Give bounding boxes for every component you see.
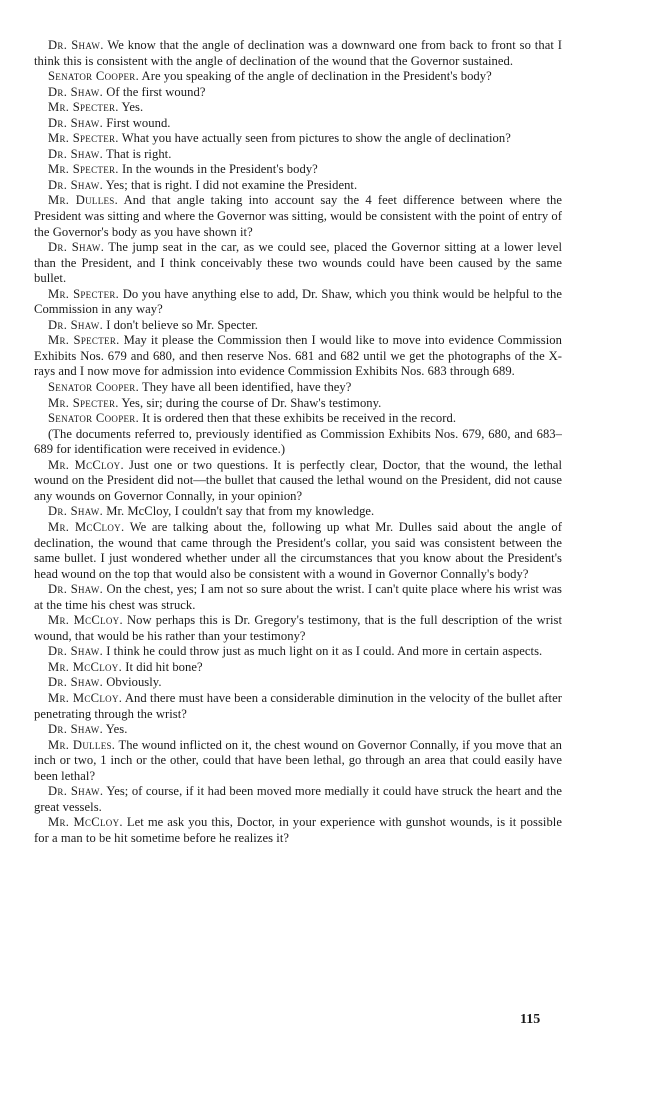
transcript-paragraph	[34, 333, 562, 380]
speaker-name: Dr. Shaw.	[48, 784, 104, 799]
speaker-name: Mr. Specter.	[48, 162, 119, 177]
speaker-name: Mr. McCloy.	[48, 815, 123, 830]
transcript-paragraph	[34, 380, 562, 396]
transcript-paragraph	[34, 660, 562, 676]
speaker-name: Dr. Shaw.	[48, 38, 104, 52]
speaker-name: Dr. Shaw.	[48, 146, 104, 161]
transcript-paragraph	[34, 38, 562, 69]
speaker-name: Dr. Shaw.	[48, 240, 105, 255]
speech-text: The jump seat in the car, as we could see, placed the Governor sitting at a lower level than the President, and I think conceivably these two wounds could have been caused by the same bullet.	[34, 240, 562, 286]
transcript-paragraph	[34, 116, 562, 132]
speech-text: Yes, sir; during the course of Dr. Shaw's testimony.	[118, 395, 382, 410]
speech-text: In the wounds in the President's body?	[118, 162, 318, 177]
speaker-name: Dr. Shaw.	[48, 84, 104, 99]
speaker-name: Dr. Shaw.	[48, 582, 104, 597]
speaker-name: Dr. Shaw.	[48, 177, 104, 192]
transcript-paragraph	[34, 458, 562, 505]
speaker-name: Senator Cooper.	[48, 380, 140, 395]
speaker-name: Mr. McCloy.	[48, 690, 123, 705]
speaker-name: Mr. Specter.	[48, 286, 120, 301]
speaker-name: Dr. Shaw.	[48, 675, 104, 690]
speech-text: It did hit bone?	[122, 659, 203, 674]
transcript-paragraph	[34, 644, 562, 660]
speech-text: They have all been identified, have they?	[139, 380, 352, 395]
transcript-paragraph	[34, 504, 562, 520]
speech-text: Of the first wound?	[103, 84, 206, 99]
transcript-paragraph	[34, 287, 562, 318]
speaker-name: Dr. Shaw.	[48, 644, 104, 659]
speech-text: Do you have anything else to add, Dr. Shaw, which you think would be helpful to the Commission in any way?	[34, 286, 562, 317]
speech-text: First wound.	[103, 115, 171, 130]
speaker-name: Mr. Specter.	[48, 100, 119, 115]
transcript-paragraph	[34, 691, 562, 722]
transcript-paragraph	[34, 520, 562, 582]
speech-text: I think he could throw just as much light on it as I could. And more in certain aspects.	[103, 644, 543, 659]
speaker-name: Mr. Specter.	[48, 395, 119, 410]
speaker-name: Mr. McCloy.	[48, 519, 125, 534]
speech-text: On the chest, yes; I am not so sure about the wrist. I can't quite place where his wrist was at the time his chest was struck.	[34, 582, 562, 612]
speaker-name: Dr. Shaw.	[48, 115, 104, 130]
speech-text: The wound inflicted on it, the chest wound on Governor Connally, if you move that an inch or two, 1 inch or the other, could that have been lethal, go through an area that could easily have been lethal?	[34, 737, 562, 783]
transcript-paragraph	[34, 675, 562, 691]
speech-text: Just one or two questions. It is perfectly clear, Doctor, that the wound, the lethal wound on the President did not—the bullet that caused the lethal wound on the President, did not cause any wounds on Governor Connally, in your opinion?	[34, 457, 562, 503]
transcript-paragraph	[34, 131, 562, 147]
transcript-paragraph	[34, 411, 562, 427]
speech-text: (The documents referred to, previously identified as Commission Exhibits Nos. 679, 680, and 683–689 for identification were received in evidence.)	[34, 426, 562, 457]
speech-text: May it please the Commission then I would like to move into evidence Commission Exhibits Nos. 679 and 680, and then reserve Nos. 681 and 682 until we get the photographs of the X-rays and I now move for admission into evidence Commission Exhibits Nos. 683 through 689.	[34, 333, 562, 379]
speaker-name: Senator Cooper.	[48, 411, 140, 426]
transcript-page	[34, 38, 562, 846]
speech-text: And that angle taking into account say the 4 feet difference between where the President was sitting and where the Governor was sitting, would be consistent with the point of entry of the Governor's body as you have shown it?	[34, 193, 562, 239]
speaker-name: Senator Cooper.	[48, 69, 140, 84]
speech-text: That is right.	[103, 146, 172, 161]
transcript-paragraph	[34, 427, 562, 458]
transcript-paragraph	[34, 815, 562, 846]
transcript-paragraph	[34, 396, 562, 412]
transcript-paragraph	[34, 613, 562, 644]
transcript-paragraph	[34, 784, 562, 815]
transcript-paragraph	[34, 100, 562, 116]
page-number: 115	[520, 1012, 541, 1027]
speaker-name: Mr. Specter.	[48, 131, 119, 146]
speech-text: Are you speaking of the angle of declination in the President's body?	[139, 69, 492, 84]
speaker-name: Mr. Dulles.	[48, 193, 119, 208]
speaker-name: Dr. Shaw.	[48, 504, 104, 519]
transcript-paragraph	[34, 738, 562, 785]
transcript-paragraph	[34, 162, 562, 178]
speech-text: It is ordered then that these exhibits be received in the record.	[139, 411, 457, 426]
speech-text: Now perhaps this is Dr. Gregory's testimony, that is the full description of the wrist wound, that would be his rather than your testimony?	[34, 613, 563, 643]
speaker-name: Mr. McCloy.	[48, 457, 124, 472]
speech-text: I don't believe so Mr. Specter.	[103, 317, 258, 332]
transcript-paragraph	[34, 582, 562, 613]
speaker-name: Mr. McCloy.	[48, 659, 123, 674]
speech-text: Yes; of course, if it had been moved more medially it could have struck the heart and the great vessels.	[34, 784, 562, 814]
speech-text: We know that the angle of declination was a downward one from back to front so that I think this is consistent with the angle of declination of the wound that the Governor sustained.	[34, 38, 562, 68]
transcript-paragraph	[34, 85, 562, 101]
speech-text: Yes.	[118, 100, 144, 115]
transcript-paragraph	[34, 193, 562, 240]
transcript-paragraph	[34, 147, 562, 163]
speaker-name: Mr. Dulles.	[48, 737, 116, 752]
speaker-name: Dr. Shaw.	[48, 722, 104, 737]
transcript-paragraph	[34, 69, 562, 85]
speaker-name: Mr. McCloy.	[48, 613, 123, 628]
speech-text: What you have actually seen from pictures to show the angle of declination?	[118, 131, 511, 146]
transcript-paragraph	[34, 240, 562, 287]
speech-text: Obviously.	[103, 675, 162, 690]
transcript-paragraph	[34, 318, 562, 334]
speech-text: Mr. McCloy, I couldn't say that from my knowledge.	[103, 504, 375, 519]
transcript-paragraph	[34, 178, 562, 194]
speech-text: Yes.	[103, 722, 128, 737]
speech-text: Let me ask you this, Doctor, in your experience with gunshot wounds, is it possible for a man to be hit sometime before he realizes it?	[34, 815, 562, 845]
speech-text: Yes; that is right. I did not examine the President.	[103, 177, 358, 192]
speaker-name: Mr. Specter.	[48, 333, 120, 348]
speech-text: We are talking about the, following up what Mr. Dulles said about the angle of declination, the wound that came through the President's collar, you said was consistent between the same bullet. I just wondered whether under all the circumstances that you know about the President's head wound on the top that would also be consistent with a wound in Governor Connally's body?	[34, 519, 562, 581]
transcript-paragraph	[34, 722, 562, 738]
speech-text: And there must have been a considerable diminution in the velocity of the bullet after penetrating through the wrist?	[34, 690, 562, 721]
speaker-name: Dr. Shaw.	[48, 317, 104, 332]
